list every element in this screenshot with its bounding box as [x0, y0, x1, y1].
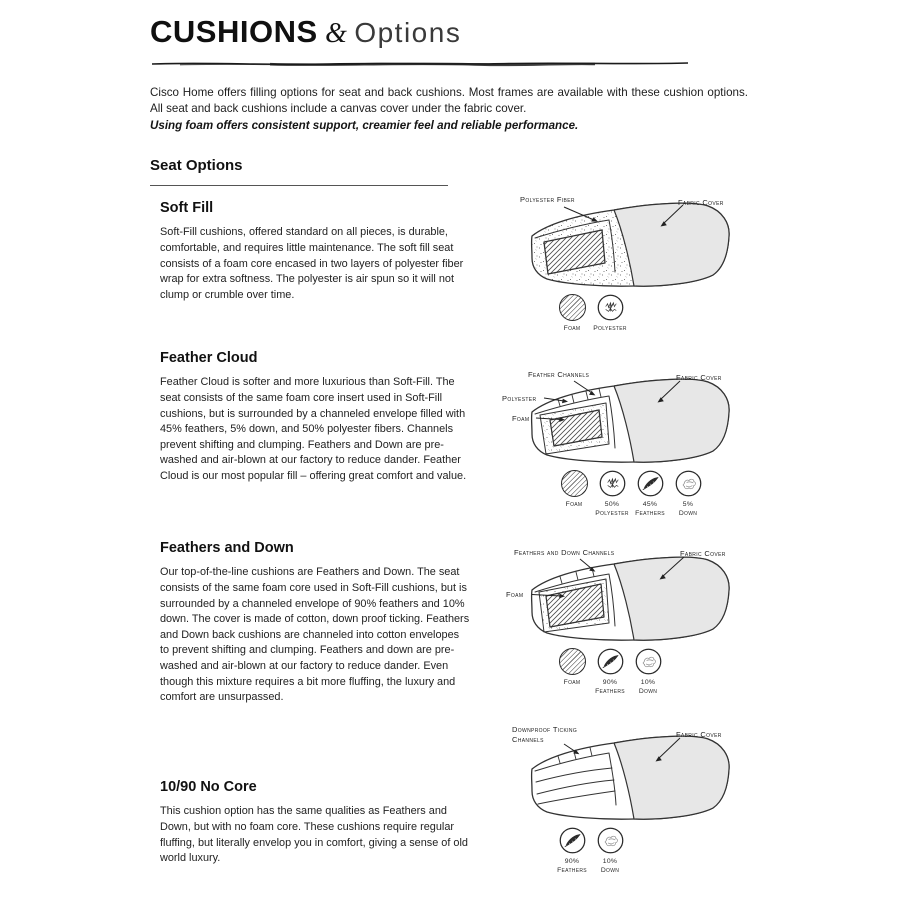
section-body: This cushion option has the same qualities as Feathers and Down, but with no foam core. These cushions require regular fluffing, but literally envelop you in comfort, giving a sense of old world luxury.	[160, 805, 468, 865]
section-heading: Feather Cloud	[160, 350, 258, 367]
section-heading: 10/90 No Core	[160, 779, 257, 796]
foam-swatch-icon	[559, 648, 586, 675]
legend-label: Down	[638, 687, 658, 695]
cushion-illustration	[502, 546, 750, 646]
feather-cloud-diagram	[502, 368, 750, 518]
callout-fabric-cover: Fabric Cover	[676, 730, 722, 740]
section-heading: Soft Fill	[160, 200, 214, 217]
cushion-illustration	[502, 368, 750, 468]
seat-options-heading: Seat Options	[150, 157, 243, 175]
callout-feather-channels: Feather Channels	[528, 370, 590, 380]
legend-item-feathers	[592, 648, 628, 696]
intro-emphasis: Using foam offers consistent support, creamier feel and reliable performance.	[150, 118, 579, 132]
legend-label: 5%	[682, 501, 694, 509]
feather-swatch-icon	[637, 470, 664, 497]
legend-item-down	[670, 470, 706, 518]
section-body: Feather Cloud is softer and more luxurious than Soft-Fill. The seat consists of the same foam core insert used in Soft-Fill cushions, but is surrounded by a channeled envelope filled with 45% feathers, 5% down, and 50% polyester fibers. Channels prevent shifting and clumping. Feathers and Down are pre-washed and air-blown at our factory to reduce dander. Feather Cloud is our most popular fill – offering great comfort and value.	[160, 376, 467, 482]
section-text	[150, 540, 470, 705]
legend-label: 90%	[602, 679, 618, 687]
no-core-diagram	[502, 725, 750, 875]
seat-options-divider	[150, 185, 448, 186]
section-no-core	[150, 725, 748, 893]
legend-label: Feathers	[635, 509, 665, 517]
feather-swatch-icon	[597, 648, 624, 675]
legend-label: 50%	[604, 501, 620, 509]
down-swatch-icon	[635, 648, 662, 675]
legend-label: 90%	[564, 858, 580, 866]
page-title-main: CUSHIONS	[150, 14, 318, 49]
hand-drawn-divider	[150, 59, 690, 68]
soft-fill-diagram	[502, 192, 750, 342]
callout-foam: Foam	[512, 414, 530, 424]
title-ampersand: &	[325, 18, 347, 49]
intro-paragraph: Cisco Home offers filling options for seat and back cushions. Most frames are available with these cushion options. All seat and back cushions include a canvas cover under the fabric cover.	[150, 86, 748, 116]
section-soft-fill	[150, 195, 748, 350]
legend-label: 45%	[642, 501, 658, 509]
legend-label: Foam	[563, 325, 581, 333]
feathers-down-diagram	[502, 546, 750, 696]
down-swatch-icon	[597, 827, 624, 854]
section-text	[150, 779, 470, 866]
legend-label: 10%	[640, 679, 656, 687]
legend-label: Polyester	[595, 509, 629, 517]
callout-fabric-cover: Fabric Cover	[678, 198, 724, 208]
legend-item-foam	[556, 470, 592, 518]
material-legend	[554, 827, 750, 875]
callout-fabric-cover: Fabric Cover	[680, 549, 726, 559]
legend-label: Feathers	[595, 687, 625, 695]
section-feather-cloud	[150, 350, 748, 540]
section-body: Our top-of-the-line cushions are Feathers and Down. The seat consists of the same foam core used in Soft-Fill cushions, but is surrounded by a channeled envelope of 90% feathers and 10% down. The cover is made of cotton, down proof ticking. Feathers and Down back cushions are channeled into cotton envelopes to prevent shifting and clumping. Feathers and down are pre-washed and air-blown at our factory to reduce dander. Even though this mixture requires a bit more fluffing, the luxury and comfort are unsurpassed.	[160, 566, 470, 704]
legend-label: Feathers	[557, 866, 587, 874]
section-text	[150, 200, 470, 303]
section-text	[150, 350, 470, 484]
legend-label: Down	[678, 509, 698, 517]
callout-feathers-down-channels: Feathers and Down Channels	[514, 548, 615, 558]
legend-item-feathers	[632, 470, 668, 518]
foam-swatch-icon	[561, 470, 588, 497]
legend-label: Foam	[565, 501, 583, 509]
page-title	[150, 14, 748, 50]
material-legend	[556, 470, 750, 518]
polyester-swatch-icon	[597, 294, 624, 321]
callout-polyester: Polyester	[502, 394, 537, 404]
callout-foam: Foam	[506, 590, 524, 600]
callout-downproof-ticking-channels: Downproof Ticking Channels	[512, 725, 578, 744]
legend-item-polyester	[594, 470, 630, 518]
legend-item-feathers	[554, 827, 590, 875]
callout-fabric-cover: Fabric Cover	[676, 373, 722, 383]
legend-label: Polyester	[593, 325, 627, 333]
section-feathers-and-down	[150, 540, 748, 753]
legend-label: Foam	[563, 679, 581, 687]
legend-label: Down	[600, 866, 620, 874]
legend-item-polyester	[592, 294, 628, 342]
page-title-secondary: Options	[354, 17, 462, 48]
polyester-swatch-icon	[599, 470, 626, 497]
legend-item-down	[592, 827, 628, 875]
callout-polyester-fiber: Polyester Fiber	[520, 195, 575, 205]
legend-label: 10%	[602, 858, 618, 866]
foam-swatch-icon	[559, 294, 586, 321]
legend-item-down	[630, 648, 666, 696]
feather-swatch-icon	[559, 827, 586, 854]
material-legend	[554, 648, 750, 696]
section-heading: Feathers and Down	[160, 540, 294, 557]
legend-item-foam	[554, 294, 590, 342]
down-swatch-icon	[675, 470, 702, 497]
material-legend	[554, 294, 750, 342]
legend-item-foam	[554, 648, 590, 696]
section-body: Soft-Fill cushions, offered standard on all pieces, is durable, comfortable, and requires little maintenance. The soft fill seat consists of a foam core encased in two layers of polyester fiber wrap for extra softness. The polyester is air spun so it will not clump or crumble over time.	[160, 226, 464, 301]
